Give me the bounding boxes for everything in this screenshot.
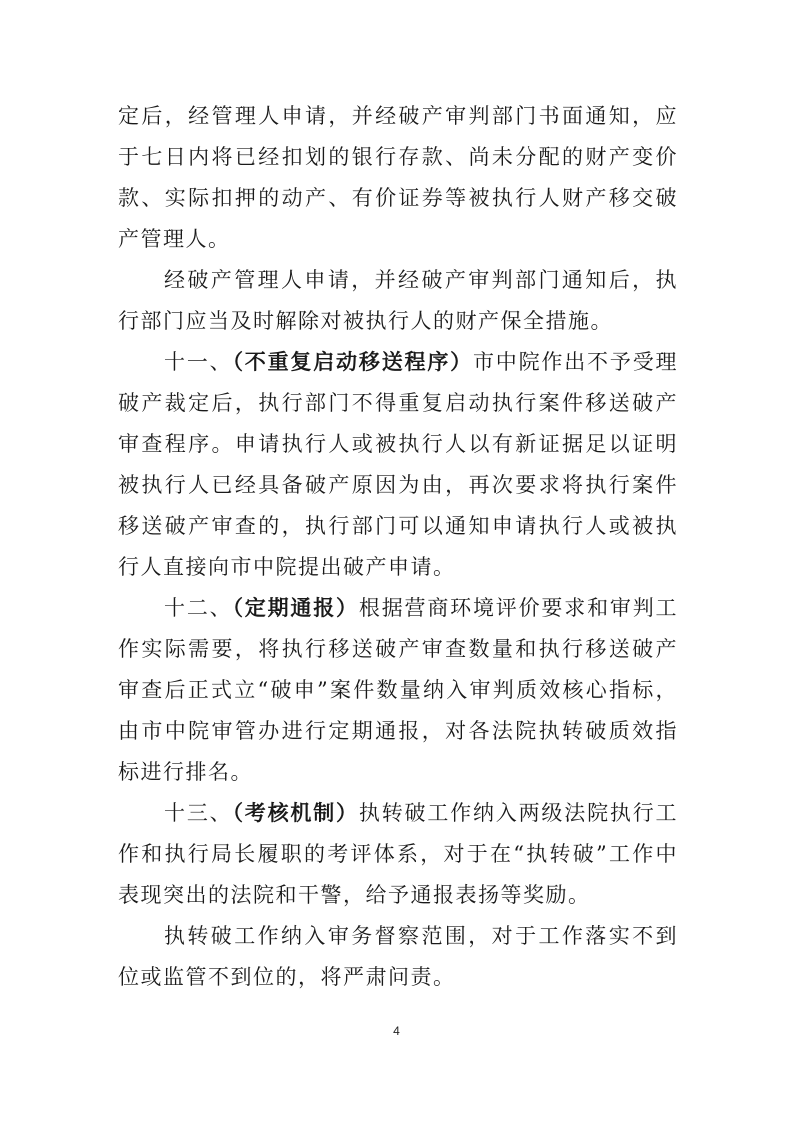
article-11 <box>118 342 678 588</box>
article-number: 十二、 <box>164 596 233 620</box>
paragraph-supervision <box>118 916 678 998</box>
paragraph-release-preservation <box>118 260 678 342</box>
article-title: （考核机制） <box>232 801 359 825</box>
paragraph-text: 定后，经管理人申请，并经破产审判部门书面通知，应于七日内将已经扣划的银行存款、尚未分配的财产变价款、实际扣押的动产、有价证券等被执行人财产移交破产管理人。 <box>118 104 678 251</box>
article-number: 十三、 <box>164 801 233 825</box>
paragraph-text: 执转破工作纳入审务督察范围，对于工作落实不到位或监管不到位的，将严肃问责。 <box>118 924 678 989</box>
article-title: （定期通报） <box>232 596 359 620</box>
article-number: 十一、 <box>164 350 233 374</box>
page-number: 4 <box>393 1024 400 1038</box>
paragraph-asset-transfer <box>118 96 678 260</box>
article-title: （不重复启动移送程序） <box>232 350 473 374</box>
article-13 <box>118 793 678 916</box>
document-body <box>118 96 678 998</box>
article-text: 市中院作出不予受理破产裁定后，执行部门不得重复启动执行案件移送破产审查程序。申请执行人或被执行人以有新证据足以证明被执行人已经具备破产原因为由，再次要求将执行案件移送破产审查的，执行部门可以通知申请执行人或被执行人直接向市中院提出破产申请。 <box>118 350 679 579</box>
article-12 <box>118 588 678 793</box>
article-text: 执转破工作纳入两级法院执行工作和执行局长履职的考评体系，对于在“执转破”工作中表现突出的法院和干警，给予通报表扬等奖励。 <box>118 801 679 907</box>
paragraph-text: 经破产管理人申请，并经破产审判部门通知后，执行部门应当及时解除对被执行人的财产保全措施。 <box>118 268 678 333</box>
article-text: 根据营商环境评价要求和审判工作实际需要，将执行移送破产审查数量和执行移送破产审查后正式立“破申”案件数量纳入审判质效核心指标，由市中院审管办进行定期通报，对各法院执转破质效指标进行排名。 <box>118 596 679 784</box>
